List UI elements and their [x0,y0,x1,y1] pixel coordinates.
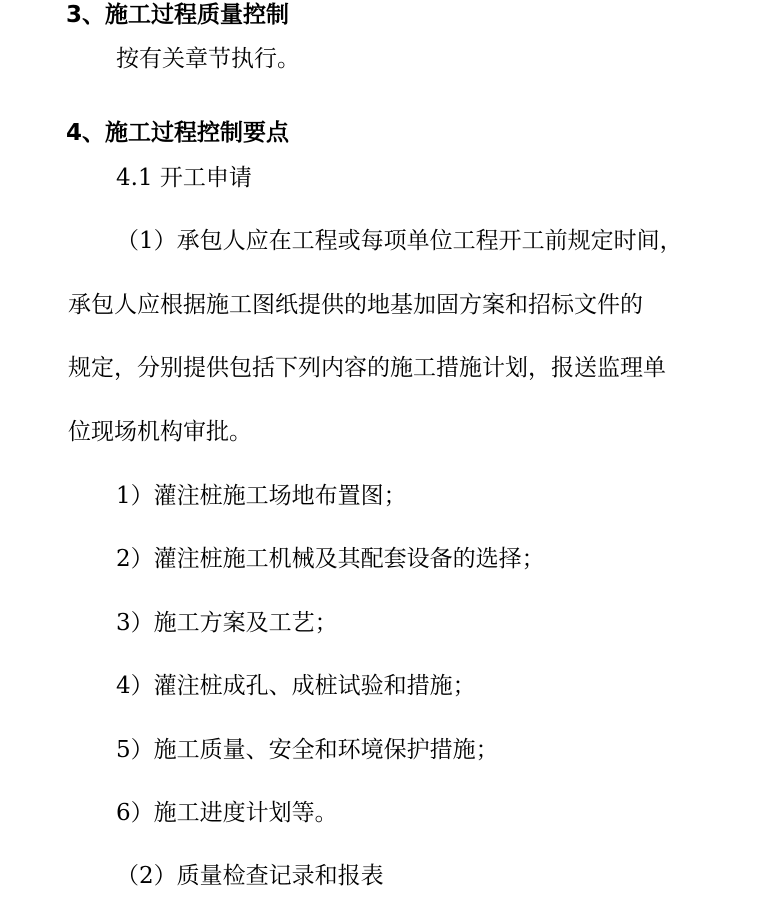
section-3-body: 按有关章节执行。 [116,46,300,72]
list-item: 3）施工方案及工艺； [116,610,338,636]
section-3-heading: 3、施工过程质量控制 [66,2,290,28]
next-point-heading: （2）质量检查记录和报表 [116,863,384,889]
paragraph-line: 规定，分别提供包括下列内容的施工措施计划，报送监理单 [68,355,666,381]
list-item: 1）灌注桩施工场地布置图； [116,483,407,509]
paragraph-line: （1）承包人应在工程或每项单位工程开工前规定时间， [116,228,683,254]
list-item: 2）灌注桩施工机械及其配套设备的选择； [116,546,545,572]
list-item: 4）灌注桩成孔、成桩试验和措施； [116,673,476,699]
paragraph-line: 位现场机构审批。 [68,419,252,445]
list-item: 6）施工进度计划等。 [116,800,338,826]
subsection-4-1-title: 4.1 开工申请 [116,165,252,191]
list-item: 5）施工质量、安全和环境保护措施； [116,737,499,763]
paragraph-line: 承包人应根据施工图纸提供的地基加固方案和招标文件的 [68,292,643,318]
section-4-heading: 4、施工过程控制要点 [66,120,290,146]
